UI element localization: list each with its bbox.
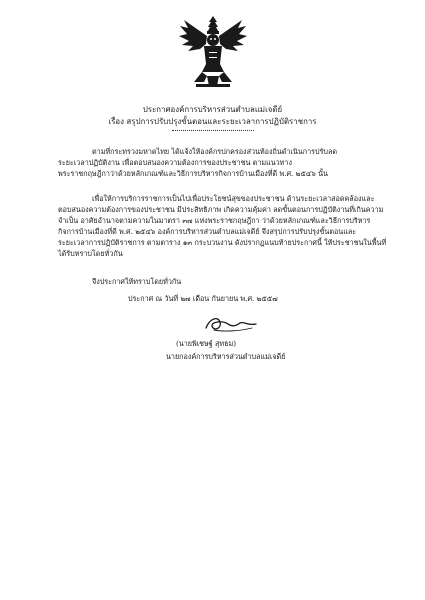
paragraph-2-line-3: จำเป็น อาศัยอำนาจตามความในมาตรา ๓๗ แห่งพระราชกฤษฎีกา ว่าด้วยหลักเกณฑ์และวิธีการบริหาร — [58, 216, 371, 225]
paragraph-1-line-2: ระยะเวลาปฏิบัติงาน เพื่อตอบสนองความต้องการของประชาชน ตามแนวทาง — [58, 158, 292, 167]
paragraph-2-line-5: ระยะเวลาการปฏิบัติราชการ ตามตาราง ๑๓ กระบวนงาน ดังปรากฏแนบท้ายประกาศนี้ ให้ประชาชนในพื้นที่ — [58, 238, 387, 247]
paragraph-2-line-1: เพื่อให้การบริการราชการเป็นไปเพื่อประโยชน์สุขของประชาชน ด้านระยะเวลาสอดคล้องและ — [92, 194, 375, 203]
closing-line: จึงประกาศให้ทราบโดยทั่วกัน — [92, 277, 182, 286]
garuda-emblem-icon — [178, 14, 248, 90]
notice-subject: เรื่อง สรุปการปรับปรุงขั้นตอนและระยะเวลาการปฏิบัติราชการ — [108, 117, 317, 126]
paragraph-1-line-3: พระราชกฤษฎีกาว่าด้วยหลักเกณฑ์และวิธีการบริหารกิจการบ้านเมืองที่ดี พ.ศ. ๒๕๔๖ นั้น — [58, 169, 328, 178]
paragraph-2-line-4: กิจการบ้านเมืองที่ดี พ.ศ. ๒๕๔๖ องค์การบริหารส่วนตำบลแม่เจดีย์ จึงสรุปการปรับปรุงขั้นตอนและ — [58, 227, 357, 236]
notice-title: ประกาศองค์การบริหารส่วนตำบลแม่เจดีย์ — [142, 105, 283, 114]
signatory-position: นายกองค์การบริหารส่วนตำบลแม่เจดีย์ — [166, 352, 286, 361]
paragraph-2-line-2: ตอบสนองความต้องการของประชาชน มีประสิทธิภาพ เกิดความคุ้มค่า ลดขั้นตอนการปฏิบัติงานที่เกินความ — [58, 205, 384, 214]
paragraph-2-line-6: ได้รับทราบโดยทั่วกัน — [58, 249, 123, 258]
announcement-date: ประกาศ ณ วันที่ ๒๗ เดือน กันยายน พ.ศ. ๒๕๕๗ — [128, 294, 278, 303]
paragraph-1-line-1: ตามที่กระทรวงมหาดไทย ได้แจ้งให้องค์กรปกครองส่วนท้องถิ่นดำเนินการปรับลด — [92, 147, 338, 156]
title-divider — [172, 130, 254, 133]
handwritten-signature-icon — [200, 314, 262, 336]
signatory-name: (นายพิเชษฐ์ สุทธม) — [176, 339, 237, 348]
